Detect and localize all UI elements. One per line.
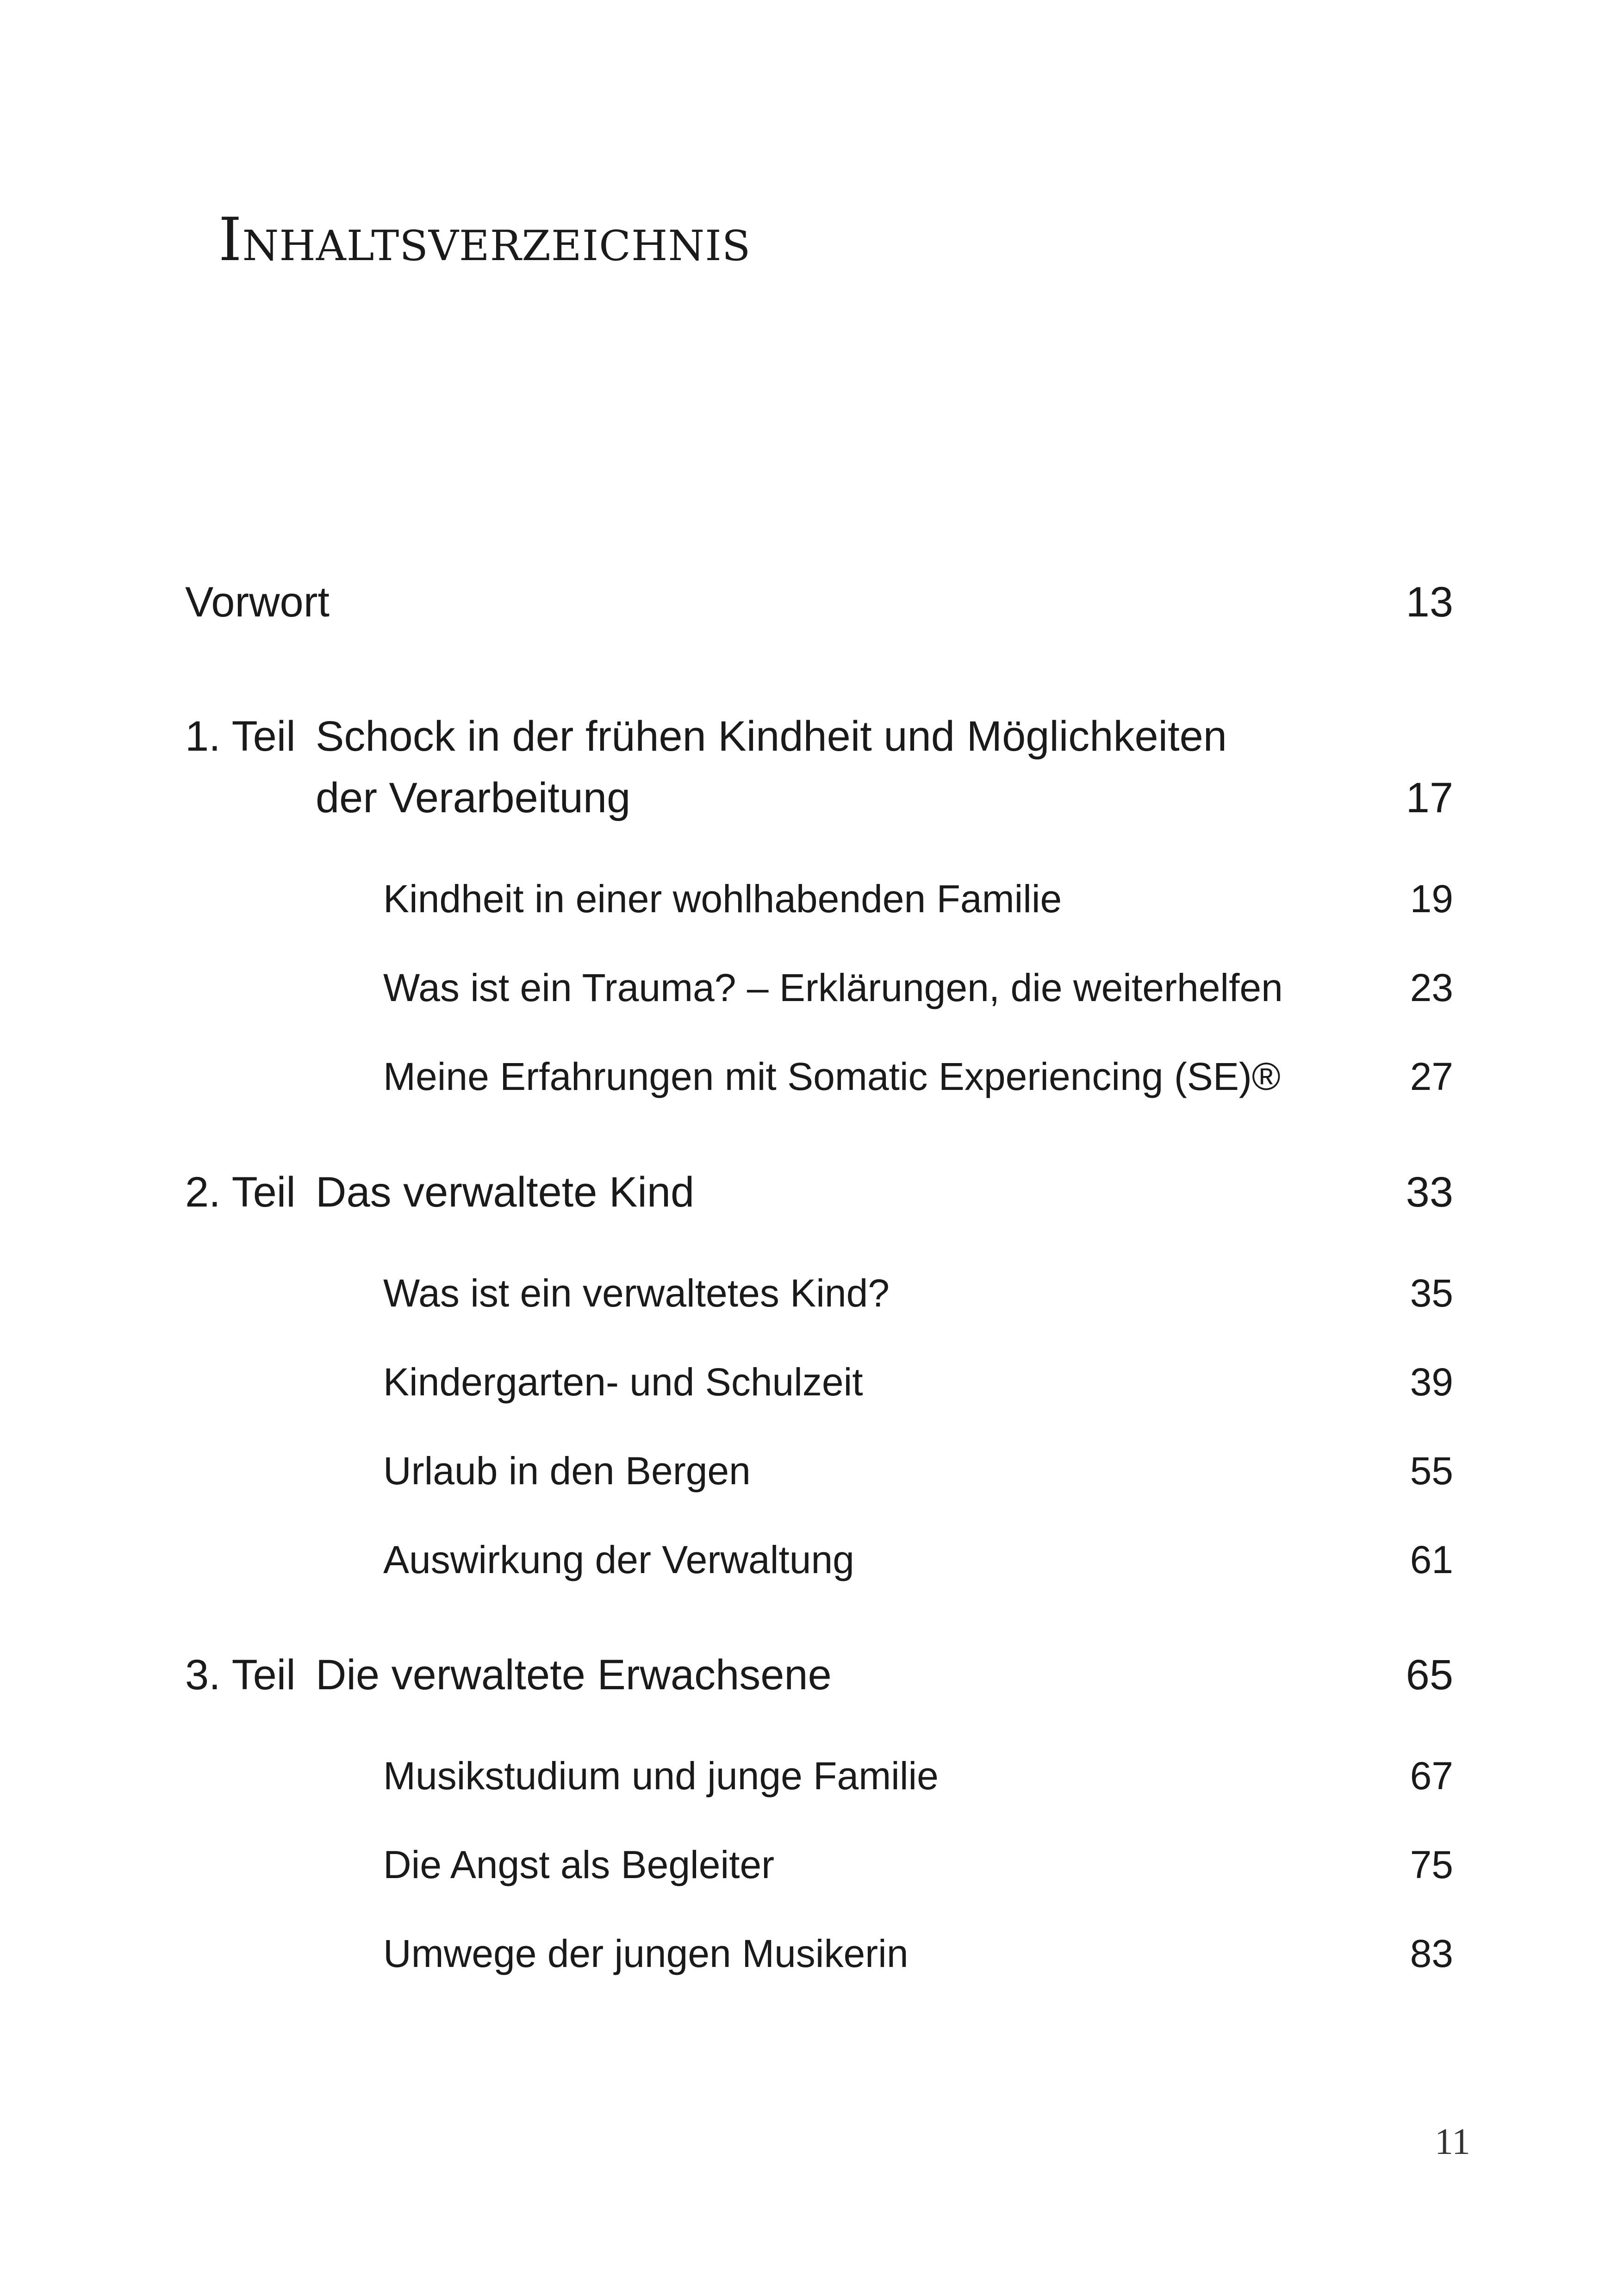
toc-entry-label: Kindheit in einer wohlhabenden Familie [383, 877, 1062, 921]
toc-entry[interactable] [383, 1271, 1453, 1320]
toc-entry-page: 33 [1406, 1169, 1453, 1216]
toc-entry[interactable] [383, 1934, 1453, 1980]
toc-entry[interactable] [383, 1540, 1453, 1587]
toc-entry[interactable] [383, 1360, 1453, 1409]
toc-entry-page: 13 [1406, 579, 1453, 626]
toc-entry-label: Kindergarten- und Schulzeit [383, 1360, 863, 1404]
toc-entry-page: 27 [1410, 1055, 1453, 1098]
toc-entry-page: 23 [1410, 966, 1453, 1009]
toc-entry-label: Musikstudium und junge Familie [383, 1754, 939, 1798]
part-number: 2. Teil [185, 1169, 296, 1216]
page-number: 11 [1435, 2122, 1471, 2162]
toc-entry[interactable] [383, 1057, 1453, 1103]
toc-entry-page: 19 [1410, 877, 1453, 921]
toc-entry-label: Was ist ein Trauma? – Erklärungen, die weiterhelfen [383, 966, 1283, 1009]
toc-entry-page: 39 [1410, 1360, 1453, 1404]
toc-entry-page: 65 [1406, 1651, 1453, 1699]
toc-entry-vorwort[interactable] [185, 581, 1453, 632]
toc-part-3-heading[interactable] [185, 1651, 1453, 1705]
toc-entry-label: Vorwort [185, 579, 330, 626]
toc-part-2-heading[interactable] [185, 1171, 1453, 1222]
toc-entry-page: 17 [1406, 774, 1453, 821]
toc-entry-label: Urlaub in den Bergen [383, 1449, 751, 1493]
part-title-continued: der Verarbeitung [316, 774, 631, 821]
page-title: Inhaltsverzeichnis [218, 205, 751, 274]
toc-entry-label: Die Angst als Begleiter [383, 1843, 775, 1886]
toc-entry-label: Was ist ein verwaltetes Kind? [383, 1271, 890, 1315]
toc-entry[interactable] [383, 1845, 1453, 1892]
toc-entry-page: 61 [1410, 1538, 1453, 1581]
part-number: 3. Teil [185, 1651, 296, 1699]
part-title: Schock in der frühen Kindheit und Möglichkeiten [316, 713, 1227, 760]
part-title: Die verwaltete Erwachsene [316, 1651, 832, 1699]
toc-part-1-heading-line2[interactable] [185, 774, 1453, 828]
toc-entry-page: 67 [1410, 1754, 1453, 1798]
toc-entry[interactable] [383, 1451, 1453, 1498]
toc-entry-label: Meine Erfahrungen mit Somatic Experiencing (SE)® [383, 1055, 1281, 1098]
toc-entry-page: 55 [1410, 1449, 1453, 1493]
toc-entry-page: 75 [1410, 1843, 1453, 1886]
part-title: Das verwaltete Kind [316, 1169, 695, 1216]
toc-entry[interactable] [383, 968, 1453, 1014]
part-number: 1. Teil [185, 713, 296, 760]
toc-entry-label: Umwege der jungen Musikerin [383, 1932, 909, 1975]
toc-entry[interactable] [383, 1756, 1453, 1803]
toc-entry-page: 83 [1410, 1932, 1453, 1975]
toc-entry[interactable] [383, 879, 1453, 926]
toc-part-1-heading[interactable] [185, 715, 1453, 766]
toc-entry-label: Auswirkung der Verwaltung [383, 1538, 854, 1581]
toc-entry-page: 35 [1410, 1271, 1453, 1315]
